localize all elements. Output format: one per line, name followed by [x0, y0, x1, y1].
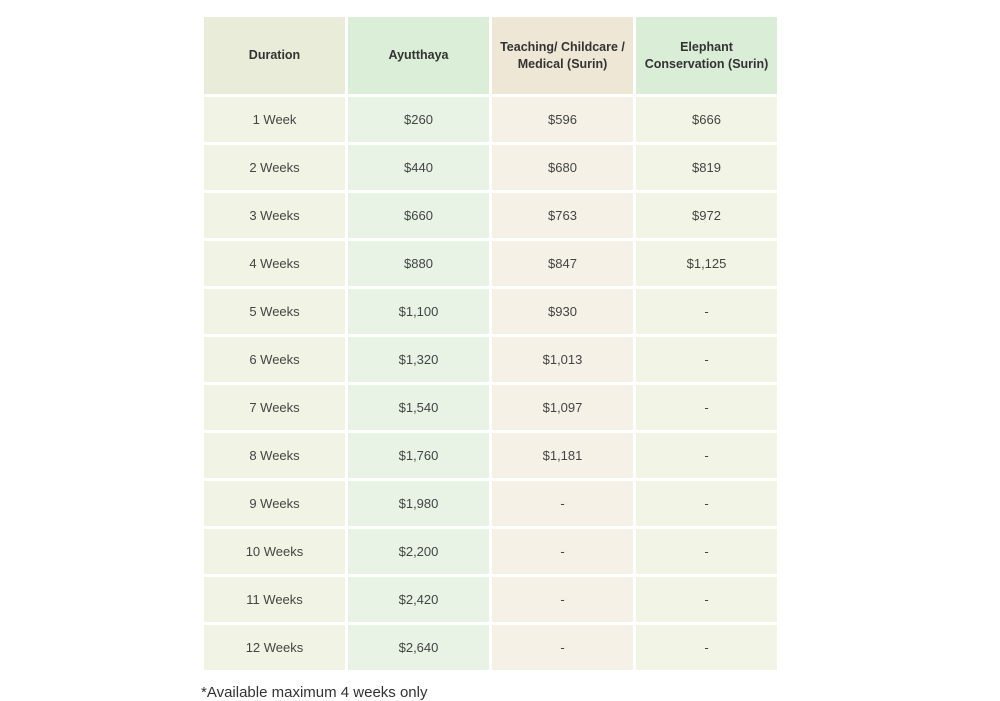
ayutthaya-price-cell: $1,320 [348, 337, 489, 382]
header-row [204, 17, 777, 94]
ayutthaya-price-cell: $1,100 [348, 289, 489, 334]
ayutthaya-price-cell: $660 [348, 193, 489, 238]
ayutthaya-price-cell: $1,980 [348, 481, 489, 526]
ayutthaya-price-cell: $2,640 [348, 625, 489, 670]
duration-cell: 7 Weeks [204, 385, 345, 430]
ayutthaya-price-cell: $260 [348, 97, 489, 142]
table-row [204, 193, 777, 238]
duration-cell: 4 Weeks [204, 241, 345, 286]
header-elephant-conservation: Elephant Conservation (Surin) [636, 17, 777, 94]
elephant-price-cell: - [636, 577, 777, 622]
teaching-price-cell: $596 [492, 97, 633, 142]
ayutthaya-price-cell: $440 [348, 145, 489, 190]
teaching-price-cell: $763 [492, 193, 633, 238]
elephant-price-cell: - [636, 529, 777, 574]
teaching-price-cell: $1,097 [492, 385, 633, 430]
elephant-price-cell: - [636, 433, 777, 478]
teaching-price-cell: $1,013 [492, 337, 633, 382]
ayutthaya-price-cell: $2,420 [348, 577, 489, 622]
teaching-price-cell: $680 [492, 145, 633, 190]
elephant-price-cell: - [636, 481, 777, 526]
duration-cell: 2 Weeks [204, 145, 345, 190]
elephant-price-cell: - [636, 625, 777, 670]
elephant-price-cell: $819 [636, 145, 777, 190]
table-row [204, 385, 777, 430]
duration-cell: 9 Weeks [204, 481, 345, 526]
header-duration: Duration [204, 17, 345, 94]
table-row [204, 577, 777, 622]
elephant-price-cell: - [636, 337, 777, 382]
teaching-price-cell: $1,181 [492, 433, 633, 478]
ayutthaya-price-cell: $1,540 [348, 385, 489, 430]
elephant-price-cell: - [636, 385, 777, 430]
elephant-price-cell: $666 [636, 97, 777, 142]
header-ayutthaya: Ayutthaya [348, 17, 489, 94]
duration-cell: 12 Weeks [204, 625, 345, 670]
teaching-price-cell: $847 [492, 241, 633, 286]
duration-cell: 1 Week [204, 97, 345, 142]
footnote: *Available maximum 4 weeks only [201, 684, 428, 701]
elephant-price-cell: $972 [636, 193, 777, 238]
table-row [204, 289, 777, 334]
teaching-price-cell: - [492, 625, 633, 670]
duration-cell: 3 Weeks [204, 193, 345, 238]
table-row [204, 97, 777, 142]
table-row [204, 529, 777, 574]
table-row [204, 145, 777, 190]
duration-cell: 6 Weeks [204, 337, 345, 382]
table-row [204, 433, 777, 478]
ayutthaya-price-cell: $880 [348, 241, 489, 286]
teaching-price-cell: - [492, 577, 633, 622]
duration-cell: 5 Weeks [204, 289, 345, 334]
ayutthaya-price-cell: $2,200 [348, 529, 489, 574]
table-row [204, 337, 777, 382]
table-row [204, 481, 777, 526]
teaching-price-cell: $930 [492, 289, 633, 334]
pricing-table [201, 14, 780, 673]
teaching-price-cell: - [492, 529, 633, 574]
duration-cell: 10 Weeks [204, 529, 345, 574]
pricing-table-body [204, 97, 777, 670]
elephant-price-cell: $1,125 [636, 241, 777, 286]
table-row [204, 241, 777, 286]
duration-cell: 11 Weeks [204, 577, 345, 622]
duration-cell: 8 Weeks [204, 433, 345, 478]
teaching-price-cell: - [492, 481, 633, 526]
header-teaching-childcare-medical: Teaching/ Childcare / Medical (Surin) [492, 17, 633, 94]
elephant-price-cell: - [636, 289, 777, 334]
table-row [204, 625, 777, 670]
pricing-table-header [204, 17, 777, 94]
ayutthaya-price-cell: $1,760 [348, 433, 489, 478]
